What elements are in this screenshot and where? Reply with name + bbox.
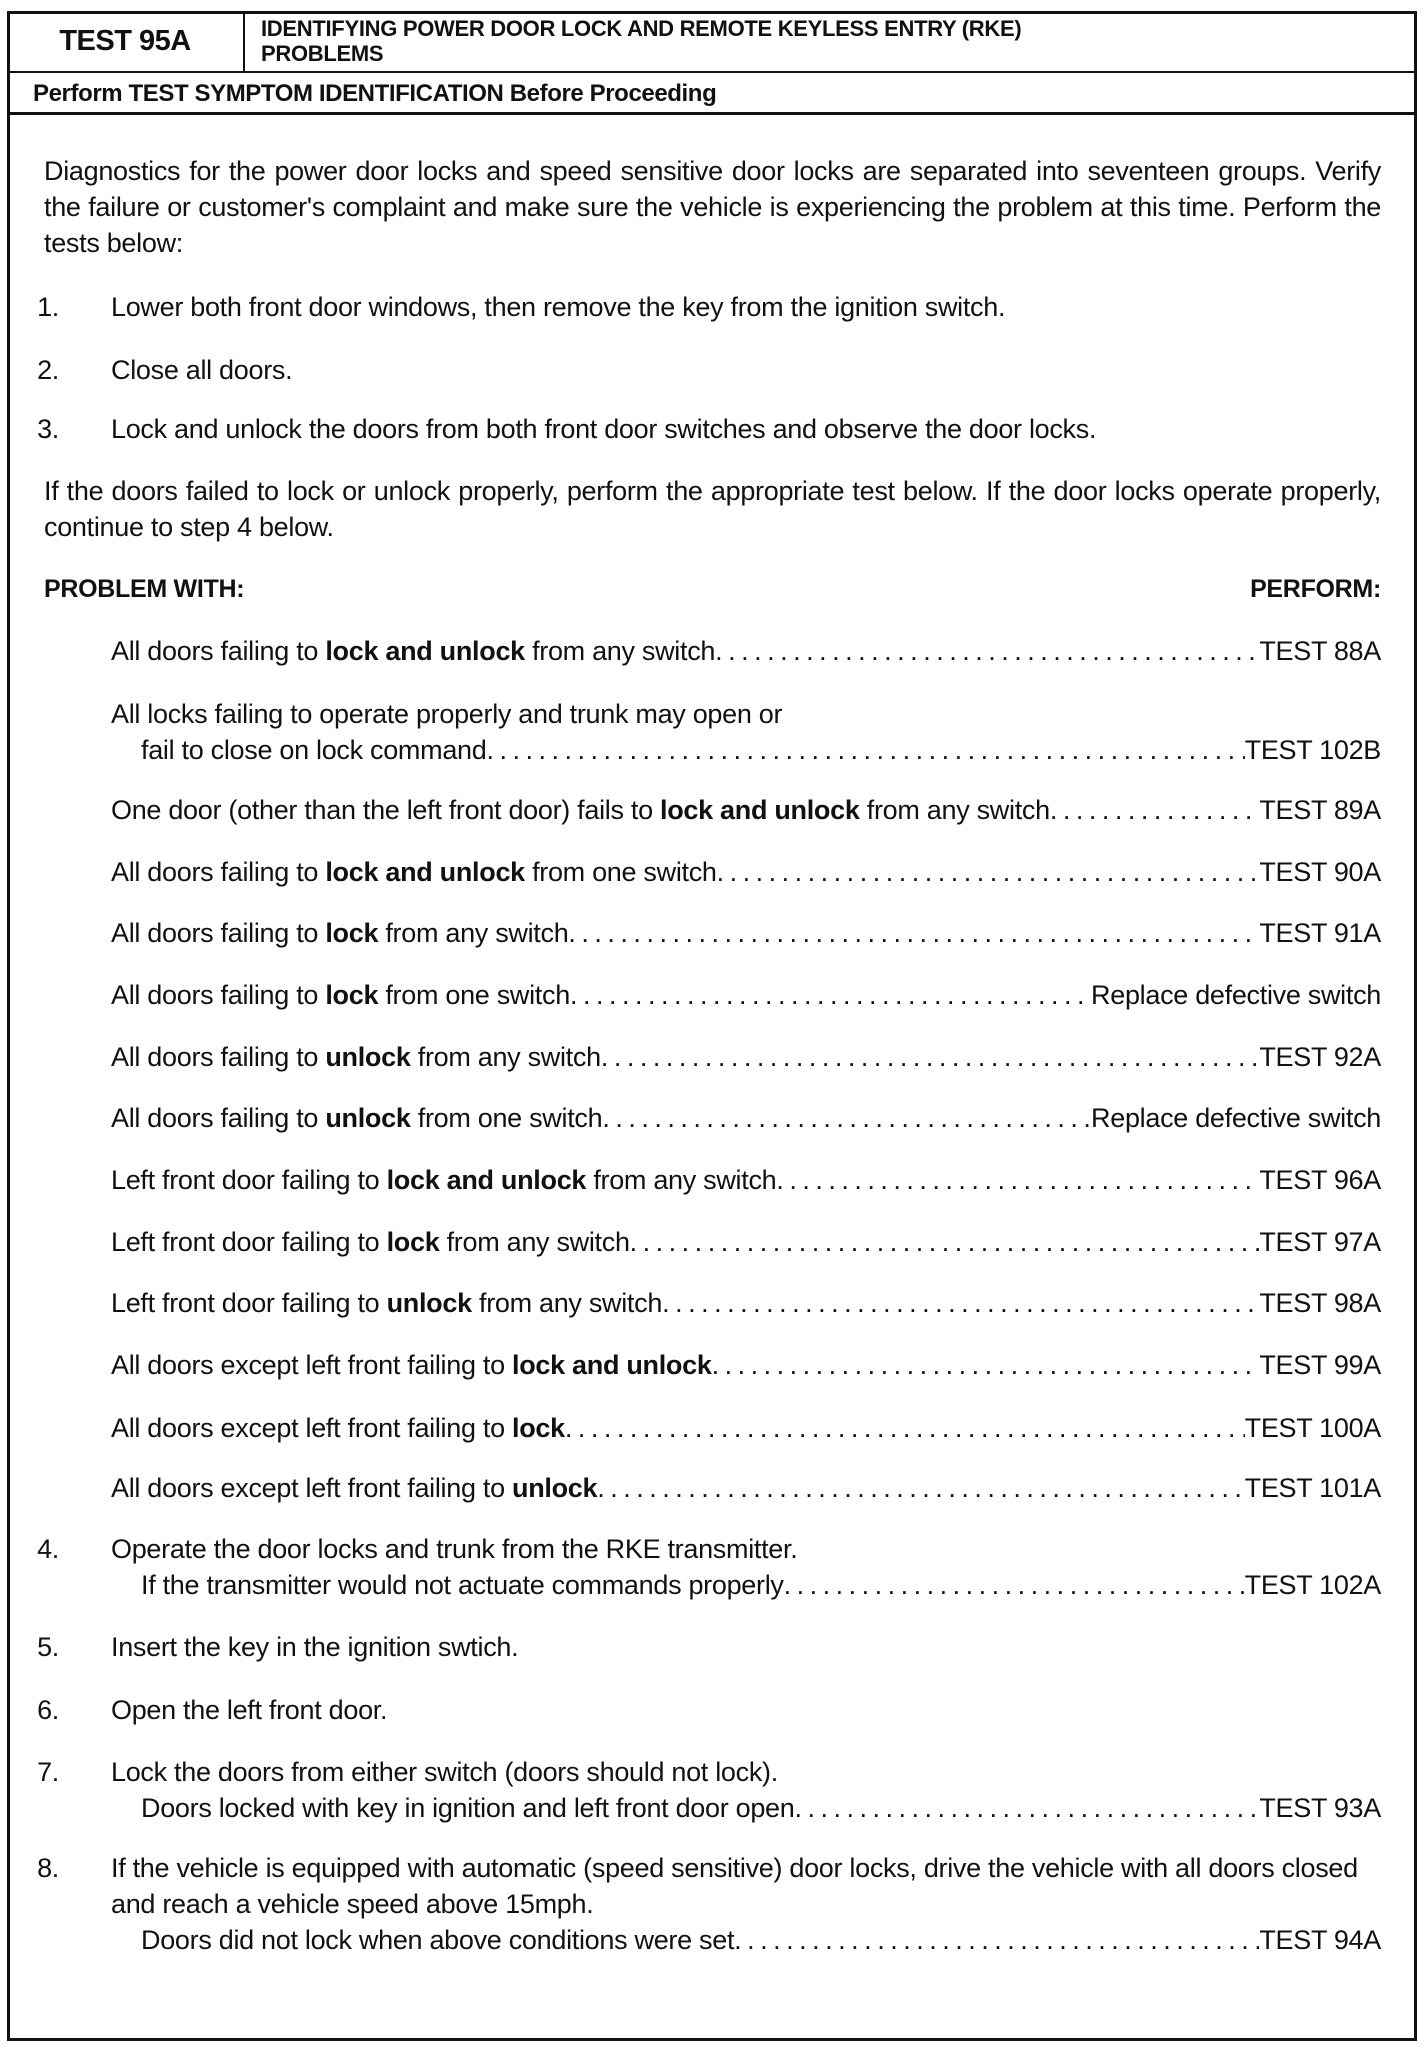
problem-label <box>111 1162 776 1198</box>
table-row <box>111 792 1381 828</box>
perform-test: TEST 92A <box>1259 1042 1381 1072</box>
step-instruction: Lock the doors from either switch (doors should not lock). <box>111 1757 778 1787</box>
step-text <box>111 1629 1381 1665</box>
problem-text: All doors failing to <box>111 918 326 948</box>
emphasis-text: unlock <box>512 1473 598 1503</box>
table-row <box>111 1100 1381 1136</box>
table-row <box>111 915 1381 951</box>
step-item <box>29 1692 1381 1728</box>
problem-text: from one switch <box>378 980 570 1010</box>
problem-label <box>111 1347 712 1383</box>
step-instruction: Insert the key in the ignition swtich. <box>111 1632 519 1662</box>
perform-test: TEST 90A <box>1259 857 1381 887</box>
dot-leader <box>486 732 1244 768</box>
step-item <box>29 289 1381 325</box>
dot-leader <box>1050 792 1260 828</box>
dot-leader <box>717 854 1260 890</box>
problem-label: Doors did not lock when above conditions were set <box>141 1925 735 1955</box>
problem-label <box>111 1224 630 1260</box>
table-row <box>111 1347 1381 1383</box>
table-row <box>111 1224 1381 1260</box>
problem-label <box>141 732 486 768</box>
step-text <box>111 1531 1381 1603</box>
page-title <box>261 16 1361 66</box>
perform-test: Replace defective switch <box>1091 980 1381 1010</box>
leader-line <box>111 1790 1381 1826</box>
perform-test: TEST 93A <box>1259 1793 1381 1823</box>
problem-text: All doors failing to <box>111 1042 326 1072</box>
emphasis-text: lock <box>386 1227 440 1257</box>
problem-label <box>111 1410 565 1446</box>
dot-leader <box>565 1410 1245 1446</box>
dot-leader <box>795 1790 1260 1826</box>
problem-text: Left front door failing to <box>111 1288 387 1318</box>
problem-text: All doors failing to <box>111 857 326 887</box>
perform-test: Replace defective switch <box>1091 1103 1381 1133</box>
step-instruction: Open the left front door. <box>111 1695 388 1725</box>
step-item <box>29 352 1381 388</box>
table-row <box>111 977 1381 1013</box>
problem-label <box>111 792 1050 828</box>
subtitle: Perform TEST SYMPTOM IDENTIFICATION Before Proceeding <box>33 80 717 107</box>
perform-test: TEST 102B <box>1244 735 1381 765</box>
step-item <box>29 411 1381 447</box>
perform-test: TEST 91A <box>1259 918 1381 948</box>
problem-text: One door (other than the left front door) fails to <box>111 795 661 825</box>
emphasis-text: unlock <box>386 1288 472 1318</box>
table-row <box>111 633 1381 669</box>
step-text <box>111 1754 1381 1826</box>
dot-leader <box>597 1470 1244 1506</box>
problem-label <box>111 854 717 890</box>
leader-line <box>111 1470 1381 1506</box>
dot-leader <box>784 1567 1245 1603</box>
leader-line <box>111 915 1381 951</box>
step-number: 5. <box>37 1632 59 1662</box>
problem-text: All doors except left front failing to <box>111 1413 513 1443</box>
emphasis-text: unlock <box>325 1103 411 1133</box>
perform-test: TEST 88A <box>1259 636 1381 666</box>
dot-leader <box>662 1285 1259 1321</box>
perform-test: TEST 97A <box>1259 1227 1381 1257</box>
problem-column-header: PROBLEM WITH: <box>44 575 245 603</box>
title-line-1: IDENTIFYING POWER DOOR LOCK AND REMOTE KEYLESS ENTRY (RKE) <box>261 16 1022 41</box>
problem-text: from any switch <box>378 918 569 948</box>
dot-leader <box>734 1922 1259 1958</box>
emphasis-text: lock and unlock <box>512 1350 712 1380</box>
problem-label <box>111 633 715 669</box>
leader-line <box>111 1100 1381 1136</box>
step-number: 3. <box>37 414 59 444</box>
dot-leader <box>630 1224 1260 1260</box>
subtitle-row <box>7 73 1417 115</box>
step-item <box>29 1531 1381 1603</box>
perform-test: TEST 96A <box>1259 1165 1381 1195</box>
problem-label: If the transmitter would not actuate commands properly <box>141 1570 784 1600</box>
step-text: Close all doors. <box>111 355 293 385</box>
dot-leader <box>568 915 1259 951</box>
step-text <box>111 1692 1381 1728</box>
emphasis-text: lock and unlock <box>386 1165 587 1195</box>
problem-label: Doors locked with key in ignition and left front door open <box>141 1793 795 1823</box>
table-row <box>111 1470 1381 1506</box>
problem-text: All doors failing to <box>111 1103 326 1133</box>
perform-test: TEST 98A <box>1259 1288 1381 1318</box>
dot-leader <box>776 1162 1259 1198</box>
table-header <box>44 571 1381 607</box>
leader-line <box>111 1162 1381 1198</box>
step-text: Lock and unlock the doors from both front door switches and observe the door locks. <box>111 414 1097 444</box>
step-item <box>29 1754 1381 1826</box>
perform-test: TEST 99A <box>1259 1350 1381 1380</box>
problem-text: fail to close on lock command <box>141 735 487 765</box>
problem-label <box>111 1100 602 1136</box>
problem-text: from any switch <box>471 1288 663 1318</box>
problem-text: from any switch <box>586 1165 777 1195</box>
problem-text: All doors failing to <box>111 980 326 1010</box>
problem-text: All doors except left front failing to <box>111 1473 513 1503</box>
title-line-2: PROBLEMS <box>261 41 384 66</box>
step-number: 4. <box>37 1534 59 1564</box>
problem-label <box>111 1470 597 1506</box>
emphasis-text: lock <box>325 918 379 948</box>
step-instruction: If the vehicle is equipped with automatic (speed sensitive) door locks, drive the vehicle with all doors closed and reach a vehicle speed above 15mph. <box>111 1853 1358 1919</box>
table-row <box>111 1285 1381 1321</box>
table-row <box>111 1162 1381 1198</box>
step-number: 2. <box>37 355 59 385</box>
step-instruction: Operate the door locks and trunk from the RKE transmitter. <box>111 1534 798 1564</box>
dot-leader <box>570 977 1091 1013</box>
leader-line <box>111 633 1381 669</box>
leader-line <box>111 1039 1381 1075</box>
leader-line <box>111 732 1381 768</box>
emphasis-text: unlock <box>325 1042 411 1072</box>
perform-test: TEST 89A <box>1259 795 1381 825</box>
intro-paragraph: Diagnostics for the power door locks and speed sensitive door locks are separated into seventeen groups. Verify the failure or customer's complaint and make sure the vehicle is experiencing the problem at this time. Perform the tests below: <box>44 156 1381 258</box>
perform-test: TEST 100A <box>1244 1413 1381 1443</box>
leader-line <box>111 1922 1381 1958</box>
step-item <box>29 1850 1381 1958</box>
emphasis-text: lock and unlock <box>325 636 525 666</box>
table-row <box>111 1039 1381 1075</box>
step-number: 1. <box>37 292 59 322</box>
problem-text: from any switch <box>439 1227 630 1257</box>
table-row <box>111 696 1381 768</box>
perform-test: TEST 101A <box>1244 1473 1381 1503</box>
problem-text-line-1: All locks failing to operate properly and trunk may open or <box>111 699 783 729</box>
emphasis-text: lock <box>512 1413 565 1443</box>
step-number: 6. <box>37 1695 59 1725</box>
problem-text: All doors except left front failing to <box>111 1350 513 1380</box>
step-text: Lower both front door windows, then remove the key from the ignition switch. <box>111 292 1006 322</box>
leader-line <box>111 1285 1381 1321</box>
emphasis-text: lock <box>325 980 379 1010</box>
problem-text: from any switch <box>410 1042 601 1072</box>
emphasis-text: lock and unlock <box>660 795 860 825</box>
problem-text: from one switch <box>524 857 717 887</box>
perform-test: TEST 94A <box>1259 1925 1381 1955</box>
problem-text: from any switch <box>524 636 716 666</box>
problem-text: Left front door failing to <box>111 1227 387 1257</box>
note-paragraph: If the doors failed to lock or unlock properly, perform the appropriate test below. If the door locks operate properly, continue to step 4 below. <box>44 476 1381 542</box>
leader-line <box>111 792 1381 828</box>
leader-line <box>111 977 1381 1013</box>
step-number: 8. <box>37 1853 59 1883</box>
problem-text: All doors failing to <box>111 636 326 666</box>
step-number: 7. <box>37 1757 59 1787</box>
dot-leader <box>601 1039 1260 1075</box>
leader-line <box>111 1567 1381 1603</box>
perform-test: TEST 102A <box>1244 1570 1381 1600</box>
leader-line <box>111 1347 1381 1383</box>
problem-text: from one switch <box>410 1103 603 1133</box>
dot-leader <box>715 633 1259 669</box>
problem-label <box>111 1039 601 1075</box>
test-id: TEST 95A <box>7 11 245 71</box>
problem-text: Left front door failing to <box>111 1165 387 1195</box>
dot-leader <box>602 1100 1091 1136</box>
leader-line <box>111 854 1381 890</box>
header-row <box>7 11 1417 73</box>
table-row <box>111 1410 1381 1446</box>
leader-line <box>111 1410 1381 1446</box>
problem-label <box>111 977 570 1013</box>
step-item <box>29 1629 1381 1665</box>
leader-line <box>111 1224 1381 1260</box>
problem-label <box>111 1285 662 1321</box>
step-text <box>111 1850 1381 1958</box>
table-row <box>111 854 1381 890</box>
problem-text: from any switch <box>859 795 1050 825</box>
dot-leader <box>712 1347 1260 1383</box>
problem-label <box>111 915 568 951</box>
perform-column-header: PERFORM: <box>1250 575 1381 603</box>
emphasis-text: lock and unlock <box>325 857 525 887</box>
